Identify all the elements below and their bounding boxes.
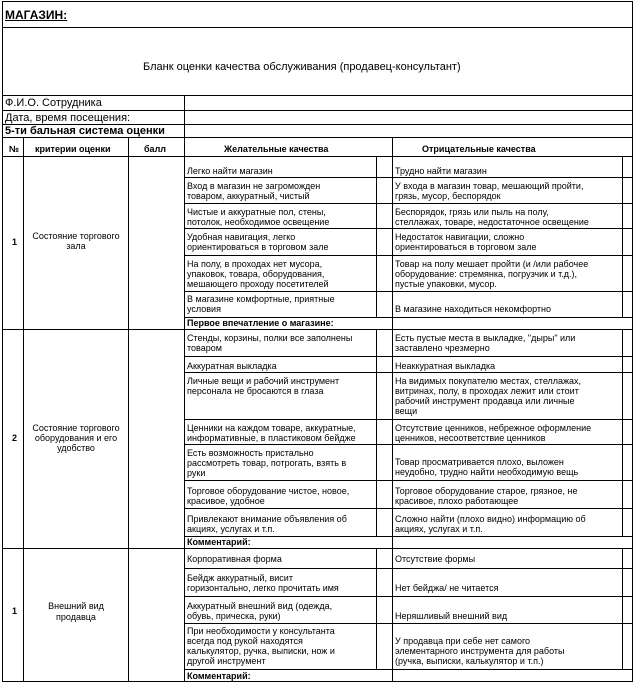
negative-quality: На видимых покупателю местах, стеллажах, xyxy=(395,376,582,386)
divider xyxy=(622,329,623,536)
divider xyxy=(184,291,633,292)
negative-quality: У входа в магазин товар, мешающий пройти, xyxy=(395,181,584,191)
desired-quality: Вход в магазин не загроможден xyxy=(187,181,321,191)
negative-quality: Беспорядок, грязь или пыль на полу, xyxy=(395,207,549,217)
section-number: 1 xyxy=(12,237,18,247)
desired-quality: Легко найти магазин xyxy=(187,166,273,176)
negative-quality: В магазине находиться некомфортно xyxy=(395,304,551,314)
col-header-desired: Желательные качества xyxy=(224,144,329,154)
desired-quality: Бейдж аккуратный, висит xyxy=(187,573,293,583)
divider xyxy=(184,356,633,357)
desired-quality: Стенды, корзины, полки все заполнены xyxy=(187,333,353,343)
divider xyxy=(3,329,633,330)
negative-quality: красивое, плохо работающее xyxy=(395,496,519,506)
desired-quality: ориентироваться в торговом зале xyxy=(187,242,329,252)
negative-quality: (ручка, выписки, калькулятор и т.п.) xyxy=(395,656,544,666)
section-criterion: Состояние торгового xyxy=(32,423,120,433)
divider xyxy=(184,596,633,597)
negative-quality: Неряшливый внешний вид xyxy=(395,611,508,621)
divider xyxy=(392,137,393,682)
employee-name-label: Ф.И.О. Сотрудника xyxy=(5,97,102,109)
negative-quality: рабочий инструмент продавца или личные xyxy=(395,396,575,406)
desired-quality: При необходимости у консультанта xyxy=(187,626,335,636)
desired-quality: Корпоративная форма xyxy=(187,554,282,564)
desired-quality: товаром xyxy=(187,343,222,353)
first-impression-label: Первое впечатление о магазине: xyxy=(187,318,334,328)
negative-quality: Товар просматривается плохо, выложен xyxy=(395,457,564,467)
desired-quality: другой инструмент xyxy=(187,656,266,666)
negative-quality: Торговое оборудование старое, грязное, не xyxy=(395,486,578,496)
desired-quality: руки xyxy=(187,468,206,478)
negative-quality: пустые упаковки, мусор. xyxy=(395,279,497,289)
desired-quality: мешающего проходу посетителей xyxy=(187,279,329,289)
desired-quality: Ценники на каждом товаре, аккуратные, xyxy=(187,423,356,433)
desired-quality: Есть возможность пристально xyxy=(187,448,314,458)
store-label: МАГАЗИН: xyxy=(5,8,68,22)
section-criterion: оборудования и его xyxy=(34,433,118,443)
section-criterion: зала xyxy=(66,241,86,251)
divider xyxy=(3,110,633,111)
divider xyxy=(184,508,633,509)
desired-quality: Удобная навигация, легко xyxy=(187,232,296,242)
divider xyxy=(184,536,633,537)
negative-quality: Отсутствие ценников, небрежное оформление xyxy=(395,423,592,433)
col-header-number: № xyxy=(9,144,20,154)
divider xyxy=(184,137,185,682)
divider xyxy=(184,372,633,373)
negative-quality: акциях, услугах и т.п. xyxy=(395,524,483,534)
negative-quality: стеллажах, товаре, недостаточное освещение xyxy=(395,217,589,227)
negative-quality: элементарного инструмента для работы xyxy=(395,646,565,656)
comment-label: Комментарий: xyxy=(187,671,251,681)
divider xyxy=(376,156,377,317)
desired-quality: всегда под рукой находятся xyxy=(187,636,303,646)
section-criterion: Состояние торгового xyxy=(32,231,120,241)
divider xyxy=(184,95,185,137)
section-number: 1 xyxy=(12,606,18,616)
scale-label: 5-ти бальная система оценки xyxy=(5,125,165,137)
divider xyxy=(128,137,129,682)
divider xyxy=(184,255,633,256)
divider xyxy=(23,137,24,682)
desired-quality: горизонтально, легко прочитать имя xyxy=(187,583,339,593)
desired-quality: обувь, прическа, руки) xyxy=(187,611,281,621)
section-number: 2 xyxy=(12,433,18,443)
desired-quality: В магазине комфортные, приятные xyxy=(187,294,335,304)
divider xyxy=(3,548,633,549)
desired-quality: На полу, в проходах нет мусора, xyxy=(187,259,323,269)
divider xyxy=(376,548,377,670)
desired-quality: калькулятор, ручка, выписки, нож и xyxy=(187,646,335,656)
divider xyxy=(622,156,623,317)
negative-quality: Неаккуратная выкладка xyxy=(395,361,496,371)
negative-quality: ориентироваться в торговом зале xyxy=(395,242,537,252)
divider xyxy=(184,228,633,229)
divider xyxy=(184,444,633,445)
negative-quality: неудобно, трудно найти необходимую вещь xyxy=(395,467,579,477)
desired-quality: потолок, необходимое освещение xyxy=(187,217,330,227)
negative-quality: заставлено чрезмерно xyxy=(395,343,490,353)
negative-quality: Есть пустые места в выкладке, "дыры" или xyxy=(395,333,576,343)
negative-quality: вещи xyxy=(395,406,418,416)
comment-label: Комментарий: xyxy=(187,537,251,547)
desired-quality: персонала не бросаются в глаза xyxy=(187,386,324,396)
col-header-negative: Отрицательные качества xyxy=(422,144,536,154)
desired-quality: Привлекают внимание объявления об xyxy=(187,514,347,524)
divider xyxy=(3,95,633,96)
desired-quality: Чистые и аккуратные пол, стены, xyxy=(187,207,326,217)
negative-quality: Недостаток навигации, сложно xyxy=(395,232,525,242)
negative-quality: Нет бейджа/ не читается xyxy=(395,583,499,593)
negative-quality: Трудно найти магазин xyxy=(395,166,487,176)
desired-quality: информативные, в пластиковом бейдже xyxy=(187,433,356,443)
negative-quality: Сложно найти (плохо видно) информацию об xyxy=(395,514,586,524)
negative-quality: Отсутствие формы xyxy=(395,554,476,564)
visit-date-label: Дата, время посещения: xyxy=(5,112,131,124)
section-criterion: продавца xyxy=(56,612,96,622)
desired-quality: Аккуратный внешний вид (одежда, xyxy=(187,601,333,611)
divider xyxy=(3,156,633,157)
divider xyxy=(184,203,633,204)
divider xyxy=(184,419,633,420)
desired-quality: товаром, аккуратный, чистый xyxy=(187,191,310,201)
divider xyxy=(184,480,633,481)
negative-quality: грязь, мусор, беспорядок xyxy=(395,191,501,201)
col-header-criteria: критерии оценки xyxy=(35,144,111,154)
negative-quality: ценников, несоответствие ценников xyxy=(395,433,546,443)
col-header-score: балл xyxy=(144,144,166,154)
divider xyxy=(184,669,633,670)
evaluation-form xyxy=(2,1,633,682)
negative-quality: оборудование: стремянка, погрузчик и т.д.), xyxy=(395,269,577,279)
desired-quality: Аккуратная выкладка xyxy=(187,361,277,371)
form-title: Бланк оценки качества обслуживания (продавец-консультант) xyxy=(143,61,461,73)
divider xyxy=(3,27,633,28)
negative-quality: Товар на полу мешает пройти (и /или рабочее xyxy=(395,259,589,269)
section-criterion: удобство xyxy=(57,443,95,453)
negative-quality: У продавца при себе нет самого xyxy=(395,636,531,646)
divider xyxy=(184,177,633,178)
negative-quality: витринах, полу, в проходах лежит или стоит xyxy=(395,386,579,396)
divider xyxy=(3,137,633,138)
desired-quality: упаковок, товара, оборудования, xyxy=(187,269,325,279)
divider xyxy=(622,548,623,670)
divider xyxy=(184,568,633,569)
divider xyxy=(376,329,377,536)
desired-quality: красивое, удобное xyxy=(187,496,265,506)
section-criterion: Внешний вид xyxy=(48,601,104,611)
desired-quality: Личные вещи и рабочий инструмент xyxy=(187,376,340,386)
divider xyxy=(184,623,633,624)
desired-quality: рассмотреть товар, потрогать, взять в xyxy=(187,458,347,468)
desired-quality: условия xyxy=(187,304,221,314)
desired-quality: акциях, услугах и т.п. xyxy=(187,524,275,534)
desired-quality: Торговое оборудование чистое, новое, xyxy=(187,486,350,496)
